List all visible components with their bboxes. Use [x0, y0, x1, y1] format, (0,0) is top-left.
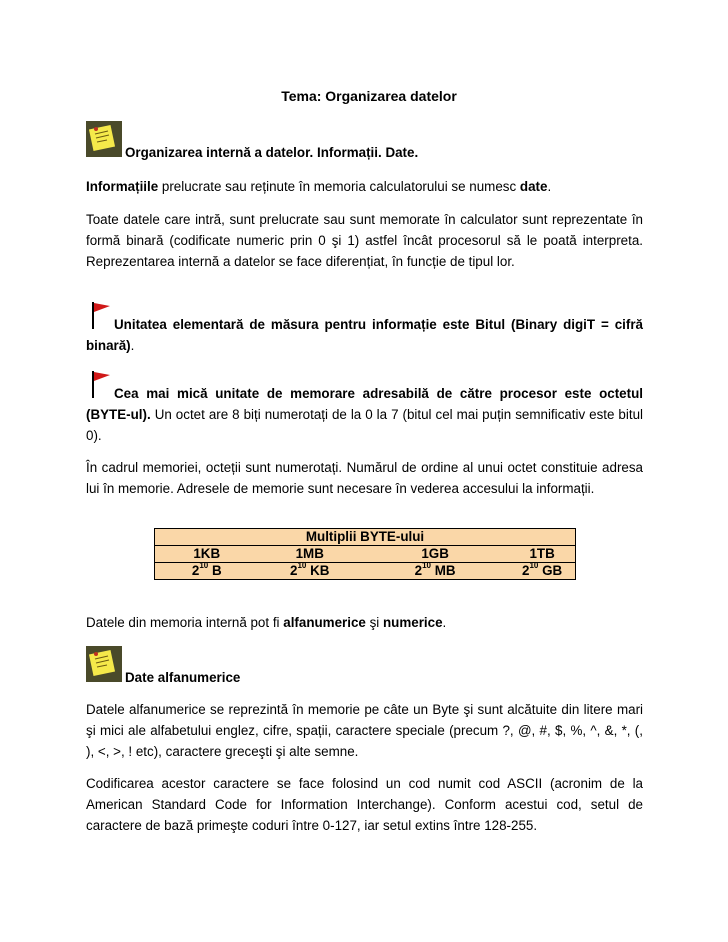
- section-heading-organizarea: Organizarea internă a datelor. Informații. Date.: [125, 145, 419, 160]
- table-cell: $2^{10}$ GB: [509, 563, 575, 580]
- page-title: Tema: Organizarea datelor: [281, 88, 457, 104]
- table-cell: 1GB: [361, 546, 509, 563]
- table-row-units: [155, 546, 576, 563]
- section-heading-alfanumerice: Date alfanumerice: [125, 670, 241, 685]
- sticky-note-icon: [86, 121, 122, 160]
- sticky-note-icon: [86, 646, 122, 685]
- paragraph-tipuri-date: Datele din memoria internă pot fi alfanumerice şi numerice.: [86, 615, 447, 630]
- term-informatiile: Informațiile: [86, 179, 159, 194]
- paragraph-bit: Unitatea elementară de măsura pentru informație este Bitul (Binary digiT = cifră binară).: [86, 317, 643, 353]
- byte-multiples-table: [154, 528, 576, 580]
- paragraph-ascii: Codificarea acestor caractere se face folosind un cod numit cod ASCII (acronim de la American Standard Code for Information Interchange). Conform acestui cod, setul de caractere de bază primeşte coduri între 0-127, iar setul extins între 128-255.: [86, 776, 643, 833]
- table-header: Multiplii BYTE-ului: [155, 529, 576, 546]
- table-cell: 1KB: [155, 546, 259, 563]
- table-row-powers: [155, 563, 576, 580]
- paragraph-octet: Cea mai mică unitate de memorare adresabilă de către procesor este octetul (BYTE-ul). Un octet are 8 biți numerotați de la 0 la 7 (bitul cel mai puțin semnificativ este bitul 0).: [86, 386, 643, 443]
- paragraph-alfanumerice: Datele alfanumerice se reprezintă în memorie pe câte un Byte şi sunt alcătuite din litere mari şi mici ale alfabetului englez, cifre, spații, caractere speciale (precum ?, @, #, $, %, ^, &, *, (, ), <, >, ! etc), caractere greceşti şi alte semne.: [86, 702, 643, 759]
- table-cell: 1MB: [259, 546, 362, 563]
- table-cell: $2^{10}$ B: [155, 563, 259, 580]
- table-cell: 1TB: [509, 546, 575, 563]
- paragraph-informatii: Informațiile prelucrate sau reținute în memoria calculatorului se numesc date.: [86, 179, 552, 194]
- paragraph-reprezentare: Toate datele care intră, sunt prelucrate sau sunt memorate în calculator sunt reprezentate în formă binară (codificate numeric prin 0 şi 1) astfel încât procesorul să le poată interpreta. Reprezentarea internă a datelor se face diferențiat, în funcție de tipul lor.: [86, 212, 643, 269]
- table-cell: $2^{10}$ KB: [259, 563, 362, 580]
- paragraph-adrese: În cadrul memoriei, octeții sunt numerotați. Numărul de ordine al unui octet constituie adresa lui în memorie. Adresele de memorie sunt necesare în vederea accesului la informații.: [86, 460, 643, 496]
- table-cell: $2^{10}$ MB: [361, 563, 509, 580]
